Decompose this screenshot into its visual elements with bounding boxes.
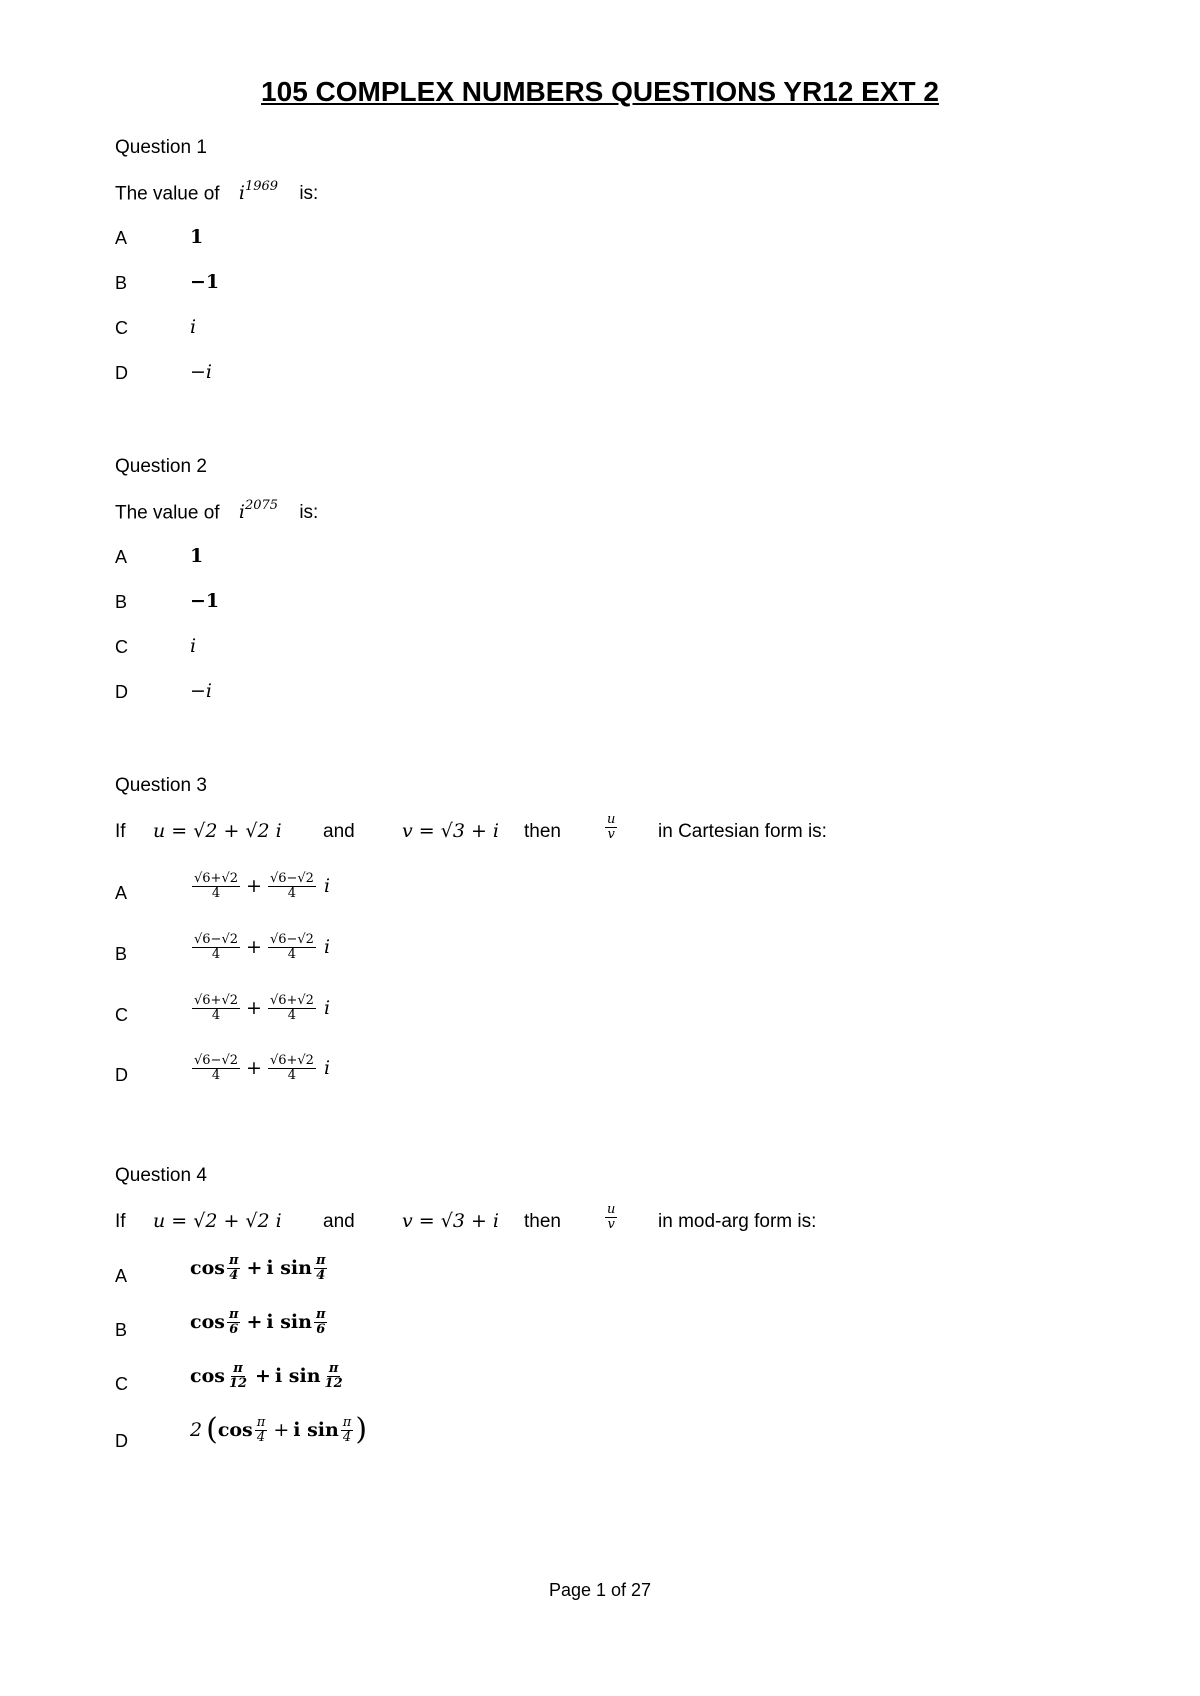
q2-option-a-label: A [115, 547, 128, 567]
q4-tail: in mod-arg form is: [658, 1211, 817, 1232]
q2-option-d-label: D [115, 682, 128, 702]
q3-and: and [323, 821, 355, 842]
q3-if: If [115, 821, 126, 842]
q4-then: then [524, 1211, 561, 1232]
q3-v-expression: v = √3 + i [402, 820, 500, 842]
q4-option-d-label: D [115, 1431, 128, 1451]
stem-suffix: is: [299, 502, 319, 524]
ratio-denominator: v [607, 1216, 615, 1232]
ratio-denominator: v [607, 826, 615, 842]
q1-option-d-label: D [115, 363, 128, 383]
ratio-numerator: u [607, 812, 616, 827]
q2-option-c-label: C [115, 637, 128, 657]
q4-v-expression: v = √3 + i [402, 1210, 500, 1232]
q3-tail: in Cartesian form is: [658, 821, 827, 842]
q2-option-a-value: 1 [190, 545, 204, 567]
document-title: 105 COMPLEX NUMBERS QUESTIONS YR12 EXT 2 [261, 76, 939, 107]
question-1-heading: Question 1 [115, 137, 207, 158]
q4-option-b-label: B [115, 1320, 128, 1340]
q1-option-c-value: i [190, 316, 197, 338]
q4-option-c-label: C [115, 1374, 128, 1394]
q3-option-a-label: A [115, 883, 128, 903]
question-3-heading: Question 3 [115, 775, 207, 796]
stem-text: The value of [115, 183, 220, 205]
q4-option-d-value: 2 ( cos $\frac{\pi}{4}$ + i sin $\frac{\pi}{4}$ ) [190, 1412, 368, 1447]
question-2-heading: Question 2 [115, 456, 207, 477]
q2-option-c-value: i [190, 635, 197, 657]
ratio-numerator: u [607, 1202, 616, 1217]
q3-option-b-label: B [115, 944, 128, 964]
question-2-stem [115, 500, 318, 524]
stem-suffix: is: [299, 183, 319, 205]
q4-option-b-value: cos $\frac{\pi}{6}$ + i sin $\frac{\pi}{6}$ [190, 1307, 326, 1337]
q3-option-b-value: $\frac{√6-√2}{4}$ + $\frac{√6-√2}{4}$ i [194, 932, 331, 962]
question-1-stem [115, 181, 318, 205]
q3-u-expression: u = √2 + √2 i [153, 820, 282, 842]
q4-u-expression: u = √2 + √2 i [153, 1210, 282, 1232]
q3-option-a-value: $\frac{√6+√2}{4}$ + $\frac{√6-√2}{4}$ i [194, 871, 331, 901]
q3-then: then [524, 821, 561, 842]
q4-option-a-value: cos $\frac{\pi}{4}$ + i sin $\frac{\pi}{4}$ [190, 1253, 326, 1283]
q1-option-d-value: −i [190, 361, 212, 383]
q3-option-d-label: D [115, 1065, 128, 1085]
q3-option-c-value: $\frac{√6+√2}{4}$ + $\frac{√6+√2}{4}$ i [194, 993, 331, 1023]
base-symbol: i [238, 182, 245, 205]
q1-option-b-value: −1 [190, 271, 220, 293]
q3-ratio [603, 813, 619, 841]
q1-option-b-label: B [115, 273, 128, 293]
q3-option-d-value: $\frac{√6-√2}{4}$ + $\frac{√6+√2}{4}$ i [194, 1053, 331, 1083]
q4-option-c-value: cos $\frac{\pi}{12}$ + i sin $\frac{\pi}{12}$ [190, 1361, 343, 1391]
q1-option-a-value: 1 [190, 226, 204, 248]
q4-ratio [603, 1203, 619, 1231]
exponent: 2075 [244, 498, 279, 513]
q4-and: and [323, 1211, 355, 1232]
q1-option-a-label: A [115, 228, 128, 248]
q1-option-c-label: C [115, 318, 128, 338]
page-footer: Page 1 of 27 [548, 1580, 652, 1600]
q4-if: If [115, 1211, 126, 1232]
exponent: 1969 [244, 179, 279, 194]
base-symbol: i [238, 501, 245, 524]
q3-option-c-label: C [115, 1005, 128, 1025]
q2-option-d-value: −i [190, 680, 212, 702]
q2-option-b-label: B [115, 592, 128, 612]
stem-text: The value of [115, 502, 220, 524]
q4-option-a-label: A [115, 1266, 128, 1286]
q2-option-b-value: −1 [190, 590, 220, 612]
question-4-heading: Question 4 [115, 1165, 207, 1186]
